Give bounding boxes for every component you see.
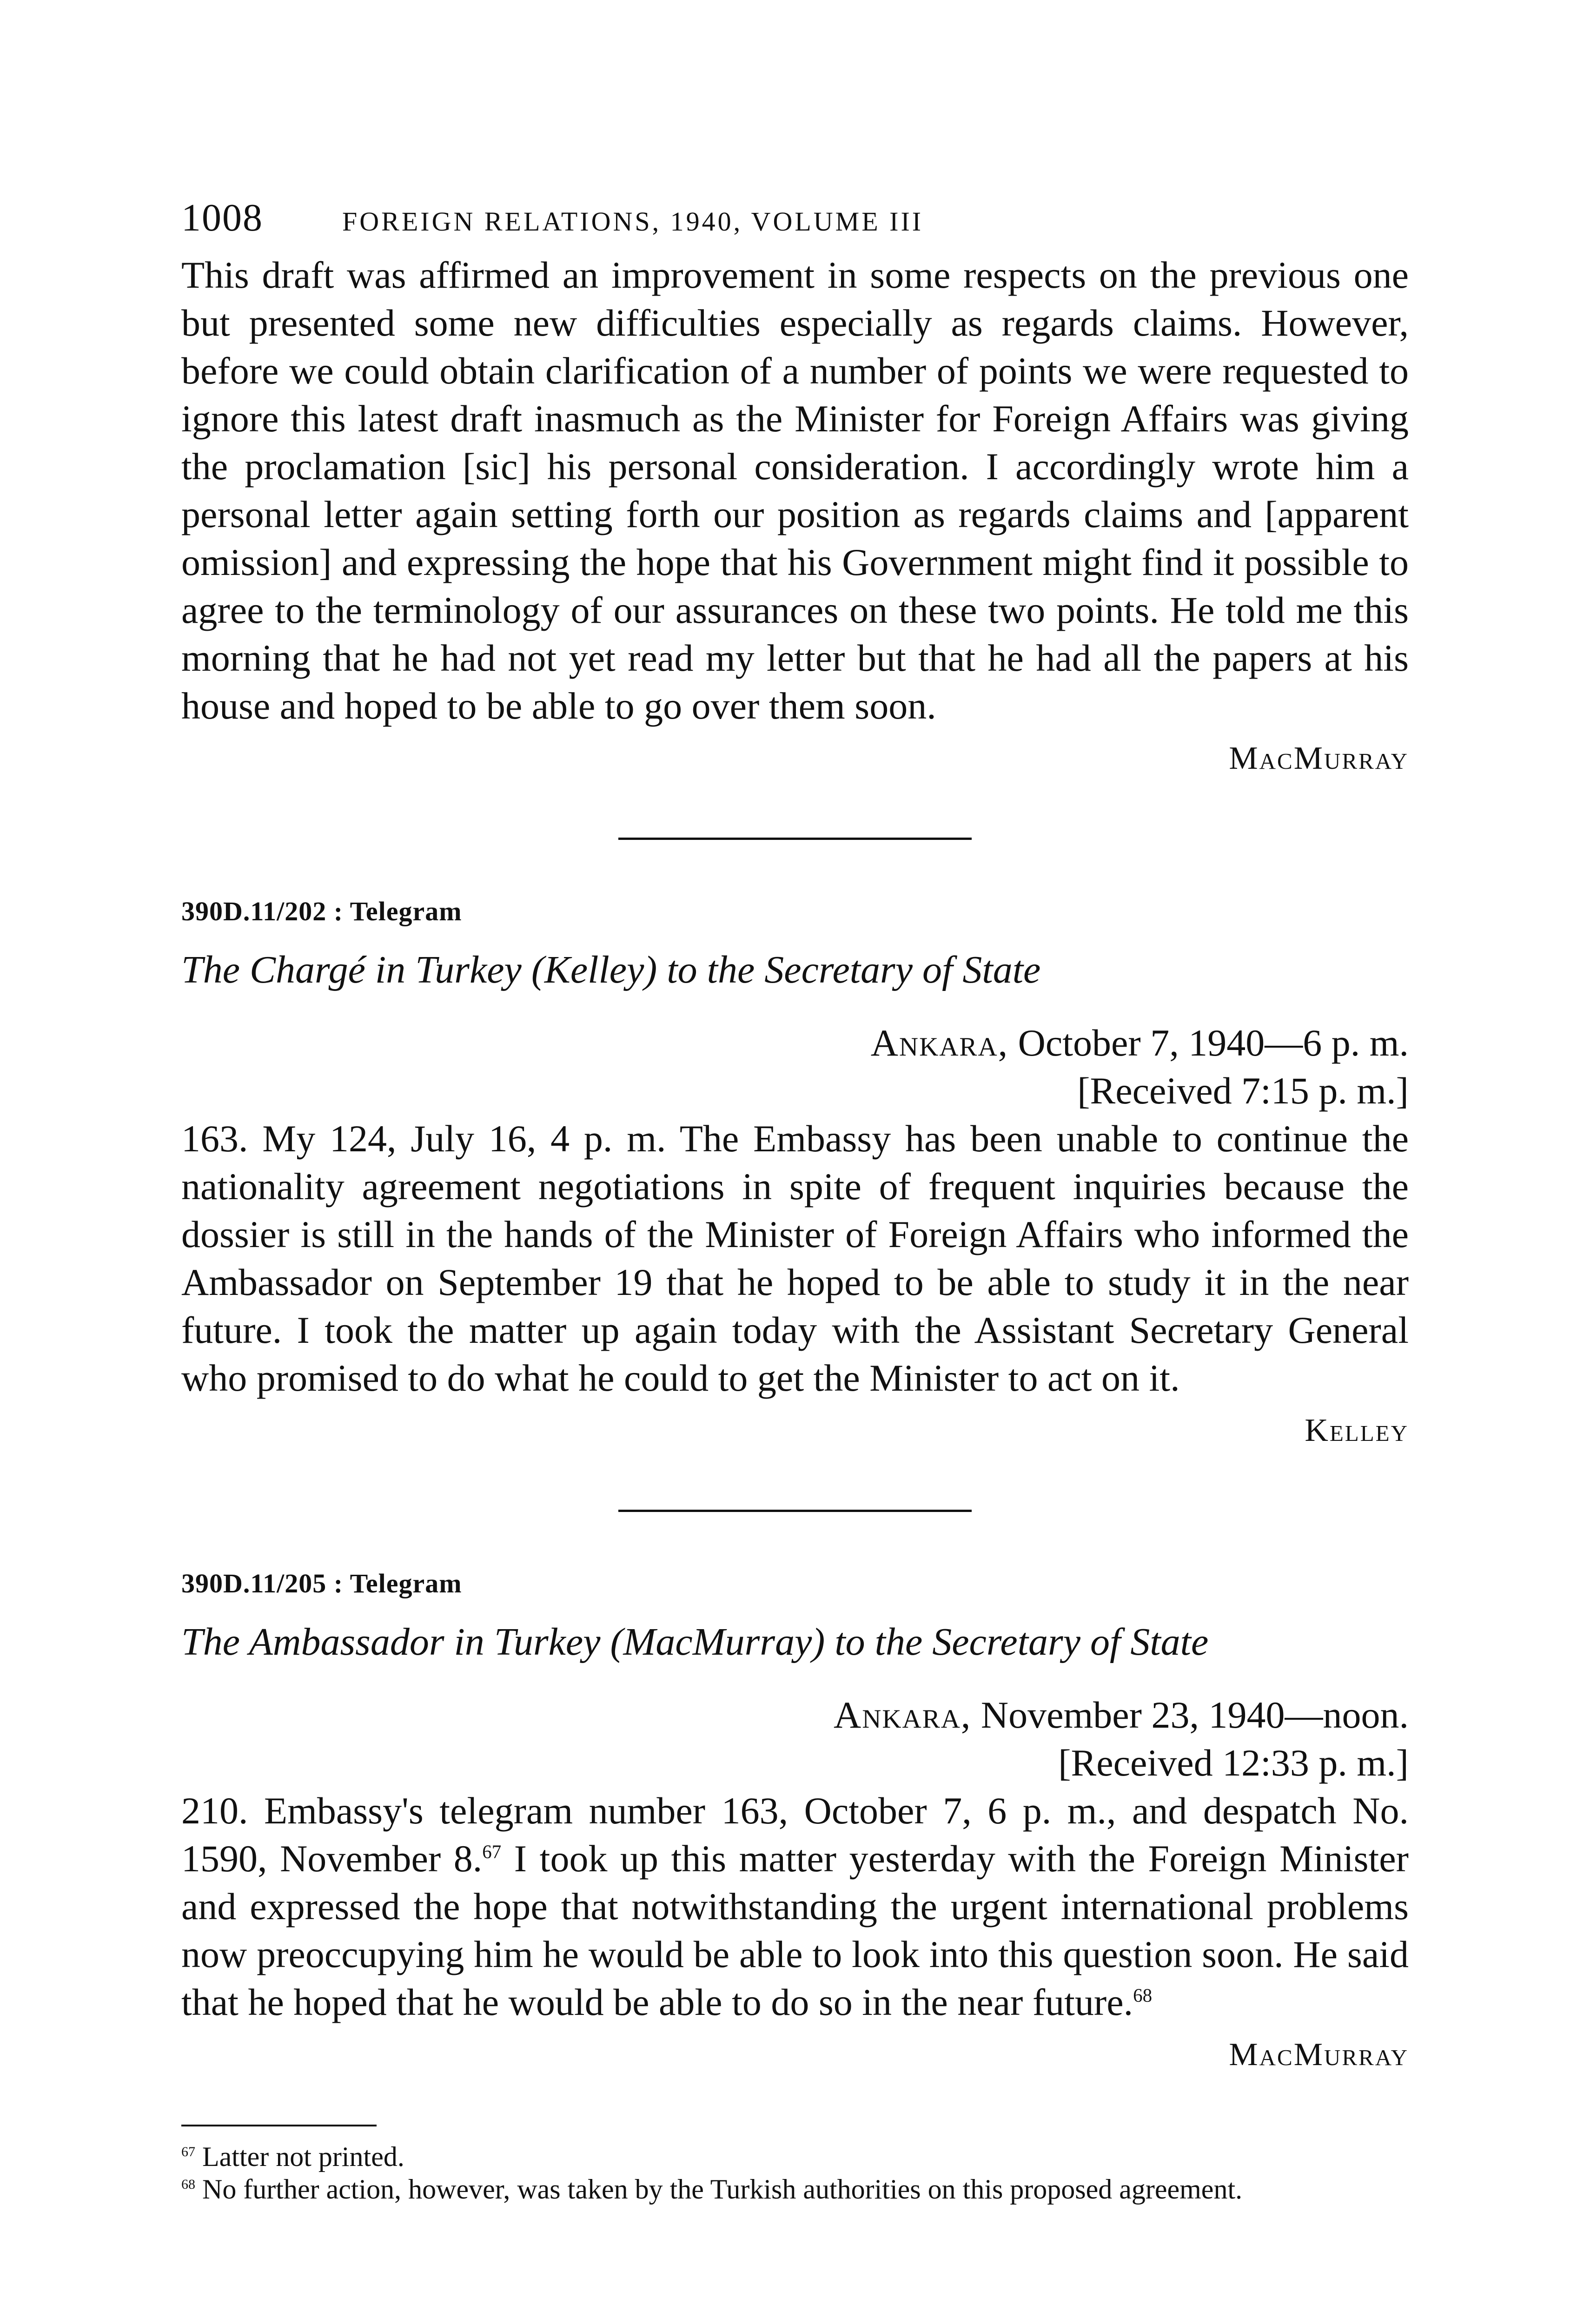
intro-paragraph: This draft was affirmed an improvement in some respects on the previous one but presented some new difficulties especially as regards claims. However, before we could obtain clarification of a number of points we were requested to ignore this latest draft inasmuch as the Minister for Foreign Affairs was giving the proclamation [sic] his personal consideration. I accordingly wrote him a personal letter again setting forth our position as regards claims and [apparent omission] and expressing the hope that his Government might find it possible to agree to the terminology of our assurances on these two points. He told me this morning that he had not yet read my letter but that he had all the papers at his house and hoped to be able to go over them soon. xyxy=(181,254,1409,727)
doc2-body-part2: I took up this matter yesterday with the Foreign Minister and expressed the hope that notwithstanding the urgent international problems now preoccupying him he would be able to look into this question soon. He said that he hoped that he would be able to do so in the near future. xyxy=(181,1837,1409,2023)
doc2-file-reference: 390D.11/205 : Telegram xyxy=(181,1568,462,1598)
footnote-mark: 68 xyxy=(181,2177,195,2192)
doc2-received: [Received 12:33 p. m.] xyxy=(1058,1742,1409,1784)
section-divider-2 xyxy=(618,1510,972,1512)
intro-signature: MacMurray xyxy=(1229,740,1409,776)
footnote-ref-68: 68 xyxy=(1133,1984,1153,2006)
footnote-text: Latter not printed. xyxy=(195,2141,404,2172)
section-divider-1 xyxy=(618,838,972,840)
footnote-mark: 67 xyxy=(181,2144,195,2159)
doc2-place: Ankara, xyxy=(834,1694,972,1736)
footnote-text: No further action, however, was taken by the Turkish authorities on this proposed agreement. xyxy=(195,2174,1243,2205)
doc1-body: 163. My 124, July 16, 4 p. m. The Embassy has been unable to continue the nationality agreement negotiations in spite of frequent inquiries because the dossier is still in the hands of the Minister of Foreign Affairs who informed the Ambassador on September 19 that he hoped to be able to study it in the near future. I took the matter up again today with the Assistant Secretary General who promised to do what he could to get the Minister to act on it. xyxy=(181,1117,1409,1399)
doc1-received: [Received 7:15 p. m.] xyxy=(1077,1070,1409,1112)
doc1-file-reference: 390D.11/202 : Telegram xyxy=(181,896,462,926)
doc1-place: Ankara, xyxy=(870,1022,1009,1064)
doc1-dateline xyxy=(181,1019,1409,1067)
doc1-date: October 7, 1940—6 p. m. xyxy=(1018,1022,1409,1064)
doc1-title: The Chargé in Turkey (Kelley) to the Secretary of State xyxy=(181,948,1041,991)
doc2-body-part1: 210. Embassy's telegram number 163, October 7, 6 p. m., and despatch No. 1590, November 8. xyxy=(181,1789,1409,1880)
running-head: FOREIGN RELATIONS, 1940, VOLUME III xyxy=(342,206,924,237)
page-header xyxy=(181,195,1409,251)
footnote-68 xyxy=(181,2173,1409,2205)
doc2-title: The Ambassador in Turkey (MacMurray) to the Secretary of State xyxy=(181,1620,1209,1664)
document-page xyxy=(181,195,1409,2205)
doc2-body xyxy=(181,1787,1409,2026)
doc2-signature: MacMurray xyxy=(1229,2037,1409,2073)
doc1-signature: Kelley xyxy=(1305,1413,1409,1448)
footnote-divider xyxy=(181,2125,377,2126)
doc2-dateline xyxy=(181,1691,1409,1739)
footnote-ref-67: 67 xyxy=(482,1841,502,1862)
page-number: 1008 xyxy=(181,196,263,239)
doc2-date: November 23, 1940—noon. xyxy=(980,1694,1409,1736)
footnote-67 xyxy=(181,2140,1409,2173)
